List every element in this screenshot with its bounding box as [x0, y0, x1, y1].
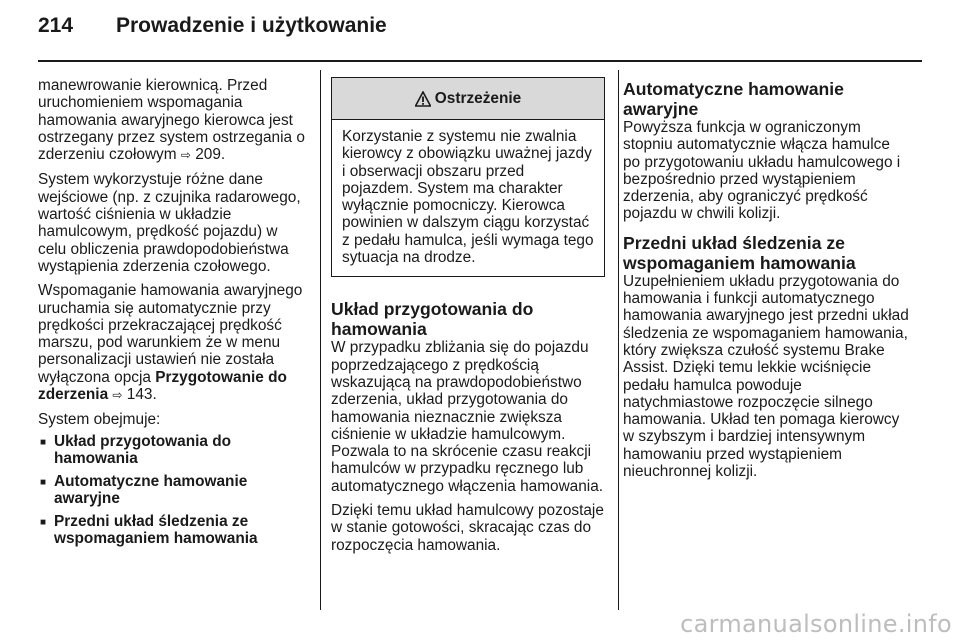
column-divider [618, 70, 619, 610]
warning-box [331, 77, 605, 277]
paragraph: W przypadku zbliżania się do pojazdu poprzedzającego z prędkością wskazującą na prawdopodobieństwo zderzenia, układ przygotowania do hamowania nieznacznie zwiększa ciśnienie w układzie hamulcowym. Pozwala to na skrócenie czasu reakcji hamulców w przypadku ręcznego lub automatycznego włączenia hamowania. [331, 339, 604, 495]
list-item: ■ Przedni układ śledzenia ze wspomaganiem hamowania [38, 513, 310, 547]
paragraph: Dzięki temu układ hamulcowy pozostaje w stanie gotowości, skracając czas do rozpoczęcia hamowania. [331, 502, 604, 554]
page-reference[interactable]: 209. [195, 146, 226, 164]
paragraph: System obejmuje: [38, 411, 161, 429]
arrow-right-icon: ⇨ [180, 148, 191, 163]
warning-title: Ostrzeżenie [434, 89, 522, 107]
section-heading: Układ przygotowania do hamowania [331, 299, 534, 340]
page-title: Prowadzenie i użytkowanie [116, 14, 387, 37]
arrow-right-icon: ⇨ [112, 388, 123, 403]
column-3 [623, 77, 911, 487]
feature-list [38, 433, 310, 547]
warning-text: Korzystanie z systemu nie zwalnia kierowcy z obowiązku uważnej jazdy i obserwacji obszaru przed pojazdem. System ma charakter wyłącznie pomocniczy. Kierowca powinien w dalszym ciągu korzystać z pedału hamulca, jeśli wymaga tego sytuacja na drodze. [342, 128, 594, 267]
page-number: 214 [38, 14, 74, 37]
menu-option-name: Przygotowanie do zderzenia [38, 368, 287, 404]
paragraph [38, 282, 310, 404]
paragraph: Uzupełnieniem układu przygotowania do hamowania i funkcji automatycznego hamowania awaryjnego jest przedni układ śledzenia ze wspomaganiem hamowania, który zwiększa czułość systemu Brake Assist. Dzięki temu lekkie wciśnięcie pedału hamulca powoduje natychmiastowe rozpoczęcie silnego hamowania. Układ ten pomaga kierowcy w szybszym i bardziej intensywnym hamowaniu przed wystąpieniem nieuchronnej kolizji. [623, 272, 909, 481]
paragraph: Powyższa funkcja w ograniczonym stopniu automatycznie włącza hamulce po przygotowaniu układu hamulcowego i bezpośrednio przed wystąpieniem zderzenia, aby ograniczyć prędkość pojazdu w chwili kolizji. [623, 119, 901, 223]
paragraph-text: manewrowanie kierownicą. Przed uruchomieniem wspomagania hamowania awaryjnego kierowca jest ostrzegany przez system ostrzegania o zderzeniu czołowym [38, 77, 305, 164]
list-item: ■ Automatyczne hamowanie awaryjne [38, 473, 310, 507]
section-heading: Automatyczne hamowanie awaryjne [623, 79, 844, 119]
column-divider [320, 70, 321, 610]
page-header [38, 14, 387, 46]
warning-triangle-icon [415, 91, 431, 107]
paragraph-text: Wspomaganie hamowania awaryjnego uruchamia się automatycznie przy prędkości przekraczającej prędkość marszu, pod warunkiem że w menu personalizacji ustawień nie została wyłączona opcja [38, 282, 303, 386]
paragraph [38, 77, 310, 164]
paragraph: System wykorzystuje różne dane wejściowe (np. z czujnika radarowego, wartość ciśnienia w układzie hamulcowym, prędkość pojazdu) w celu obliczenia prawdopodobieństwa wystąpienia zderzenia czołowego. [38, 171, 301, 275]
column-2 [331, 77, 605, 561]
page-reference[interactable]: 143. [126, 386, 157, 404]
header-rule [38, 60, 922, 62]
warning-header [332, 78, 604, 120]
section-heading: Przedni układ śledzenia ze wspomaganiem hamowania [623, 232, 856, 273]
column-1 [38, 77, 310, 553]
list-item: ■ Układ przygotowania do hamowania [38, 433, 310, 467]
watermark: carmanualsonline.info [680, 610, 952, 638]
